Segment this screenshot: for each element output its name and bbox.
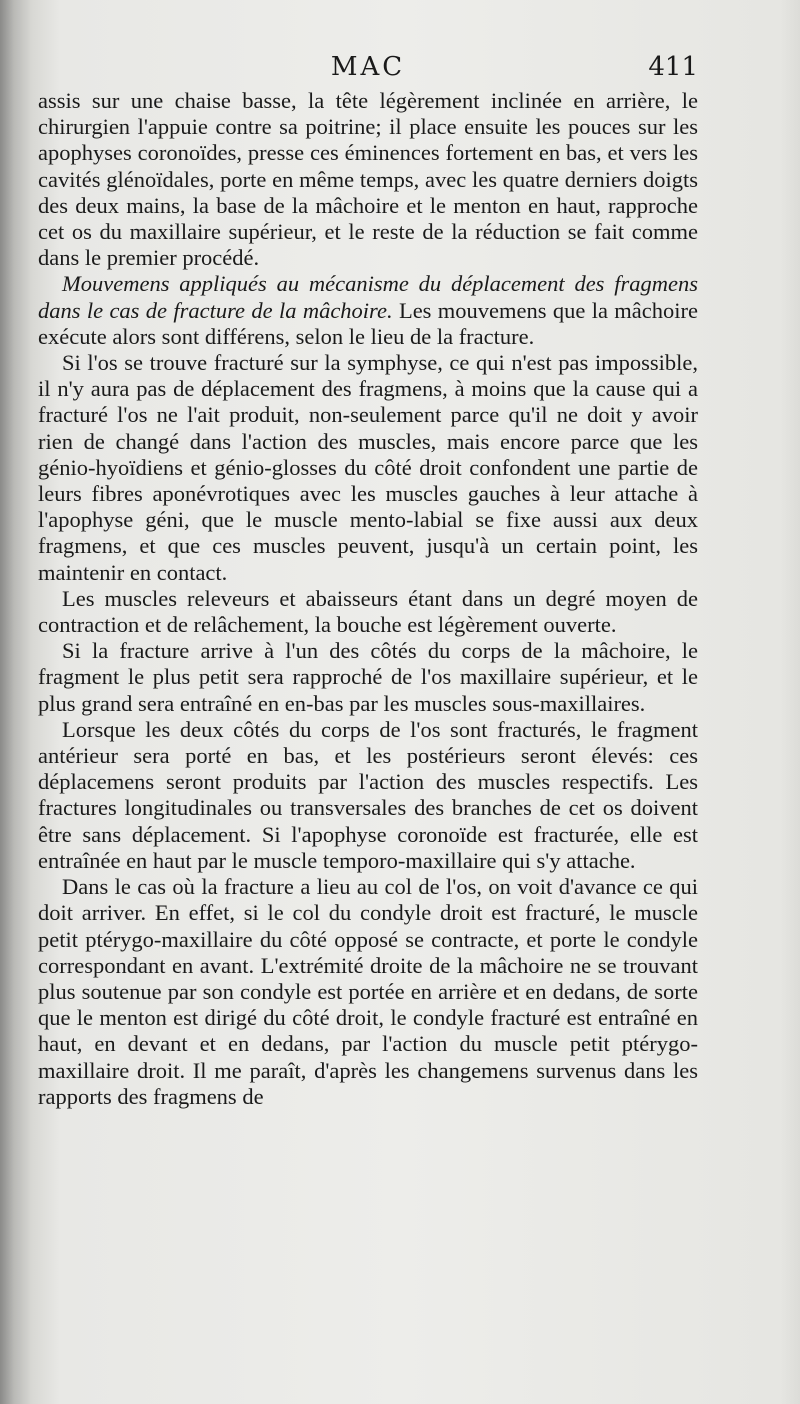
paragraph-1: assis sur une chaise basse, la tête légèrement inclinée en arrière, le chirurgien l'appuie contre sa poitrine; il place ensuite les pouces sur les apophyses coronoïdes, presse ces éminences fortement en bas, et vers les cavités glénoïdales, porte en même temps, avec les quatre derniers doigts des deux mains, la base de la mâchoire et le menton en haut, rapproche cet os du maxillaire supérieur, et le reste de la réduction se fait comme dans le premier procédé. bbox=[38, 88, 698, 271]
running-head: MAC bbox=[330, 52, 406, 82]
body-text bbox=[38, 88, 698, 1110]
paragraph-4: Les muscles releveurs et abaisseurs étant dans un degré moyen de contraction et de relâchement, la bouche est légèrement ouverte. bbox=[38, 585, 698, 638]
paragraph-3: Si l'os se trouve fracturé sur la symphyse, ce qui n'est pas impossible, il n'y aura pas de déplacement des fragmens, à moins que la cause qui a fracturé l'os ne l'ait produit, non-seulement parce qu'il ne doit y avoir rien de changé dans l'action des muscles, mais encore parce que les génio-hyoïdiens et génio-glosses du côté droit confondent une partie de leurs fibres aponévrotiques avec les muscles gauches à leur attache à l'apophyse géni, que le muscle mento-labial se fixe aussi aux deux fragmens, et que ces muscles peuvent, jusqu'à un certain point, les maintenir en contact. bbox=[38, 350, 698, 585]
section-heading: Mouvemens appliqués au mécanisme du déplacement des fragmens dans le cas de fracture de la mâchoire. bbox=[38, 271, 698, 323]
paragraph-5: Si la fracture arrive à l'un des côtés du corps de la mâchoire, le fragment le plus petit sera rapproché de l'os maxillaire supérieur, et le plus grand sera entraîné en en-bas par les muscles sous-maxillaires. bbox=[38, 638, 698, 716]
page-number: 411 bbox=[648, 52, 698, 82]
paragraph-7: Dans le cas où la fracture a lieu au col de l'os, on voit d'avance ce qui doit arriver. En effet, si le col du condyle droit est fracturé, le muscle petit ptérygo-maxillaire du côté opposé se contracte, et porte le condyle correspondant en avant. L'extrémité droite de la mâchoire ne se trouvant plus soutenue par son condyle est portée en arrière et en dedans, de sorte que le menton est dirigé du côté droit, le condyle fracturé est entraîné en haut, en devant et en dedans, par l'action du muscle petit ptérygo-maxillaire droit. Il me paraît, d'après les changemens survenus dans les rapports des fragmens de bbox=[38, 874, 698, 1109]
paragraph-2 bbox=[38, 271, 698, 350]
page-header bbox=[38, 52, 698, 86]
paragraph-2-text: Les mouvemens que la mâchoire exécute alors sont différens, selon le lieu de la fracture. bbox=[38, 297, 698, 349]
paragraph-6: Lorsque les deux côtés du corps de l'os sont fracturés, le fragment antérieur sera porté en bas, et les postérieurs seront élevés: ces déplacemens seront produits par l'action des muscles respectifs. Les fractures longitudinales ou transversales des branches de cet os doivent être sans déplacement. Si l'apophyse coronoïde est fracturée, elle est entraînée en haut par le muscle temporo-maxillaire qui s'y attache. bbox=[38, 716, 698, 873]
